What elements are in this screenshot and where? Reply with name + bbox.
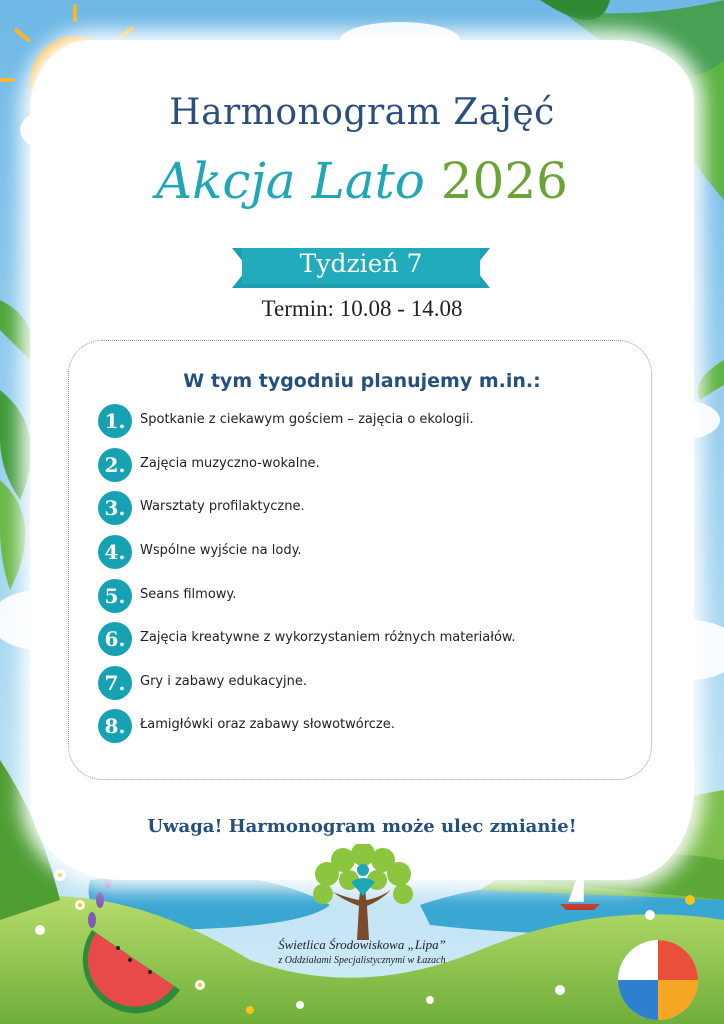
item-text: Spotkanie z ciekawym gościem – zajęcia o ekologii. — [140, 412, 474, 427]
tree-logo-icon — [303, 844, 421, 940]
item-number: 3. — [98, 491, 132, 525]
item-number: 2. — [98, 448, 132, 482]
item-number: 1. — [98, 404, 132, 438]
page-title: Harmonogram Zajęć — [169, 92, 555, 133]
week-label: Tydzień 7 — [299, 249, 423, 278]
plan-box — [68, 340, 652, 780]
organization-subtitle: z Oddziałami Specjalistycznymi w Łazach — [278, 955, 446, 966]
item-text: Wspólne wyjście na lody. — [140, 543, 302, 558]
organization-name: Świetlica Środowiskowa „Lipa” — [278, 937, 446, 952]
plan-heading: W tym tygodniu planujemy m.in.: — [183, 370, 541, 392]
term-dates: Termin: 10.08 - 14.08 — [261, 296, 463, 321]
notice: Uwaga! Harmonogram może ulec zmianie! — [147, 816, 577, 837]
item-number: 7. — [98, 666, 132, 700]
item-text: Gry i zabawy edukacyjne. — [140, 674, 308, 689]
item-text: Warsztaty profilaktyczne. — [140, 499, 305, 514]
subtitle-part1: Akcja Lato — [156, 152, 425, 210]
page-subtitle — [0, 152, 724, 210]
item-text: Łamigłówki oraz zabawy słowotwórcze. — [140, 717, 395, 732]
item-number: 8. — [98, 709, 132, 743]
subtitle-year: 2026 — [440, 152, 568, 210]
item-number: 4. — [98, 535, 132, 569]
item-text: Zajęcia muzyczno-wokalne. — [140, 456, 320, 471]
item-text: Seans filmowy. — [140, 587, 237, 602]
item-number: 6. — [98, 622, 132, 656]
item-text: Zajęcia kreatywne z wykorzystaniem różnych materiałów. — [140, 630, 516, 645]
item-number: 5. — [98, 579, 132, 613]
